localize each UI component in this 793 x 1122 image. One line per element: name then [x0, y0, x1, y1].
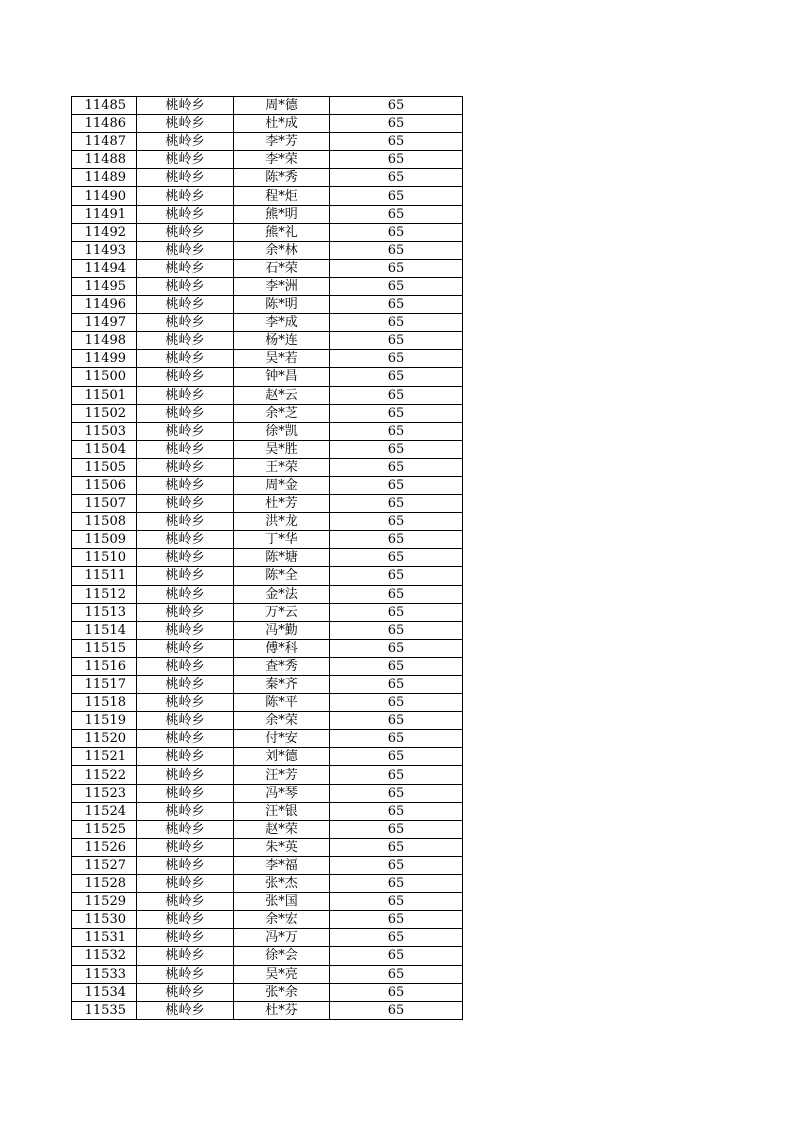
name-cell: 周*德 — [234, 97, 330, 115]
township-cell: 桃岭乡 — [137, 404, 234, 422]
township-cell: 桃岭乡 — [137, 187, 234, 205]
name-cell: 吴*胜 — [234, 440, 330, 458]
row-number-cell: 11533 — [72, 965, 137, 983]
table-row — [72, 513, 463, 531]
row-number-cell: 11493 — [72, 241, 137, 259]
amount-cell: 65 — [330, 856, 463, 874]
row-number-cell: 11534 — [72, 983, 137, 1001]
row-number-cell: 11500 — [72, 368, 137, 386]
table-row — [72, 296, 463, 314]
name-cell: 余*荣 — [234, 712, 330, 730]
row-number-cell: 11495 — [72, 277, 137, 295]
name-cell: 吴*若 — [234, 350, 330, 368]
table-row — [72, 404, 463, 422]
row-number-cell: 11491 — [72, 205, 137, 223]
table-row — [72, 549, 463, 567]
row-number-cell: 11485 — [72, 97, 137, 115]
row-number-cell: 11501 — [72, 386, 137, 404]
name-cell: 徐*会 — [234, 947, 330, 965]
name-cell: 杨*连 — [234, 332, 330, 350]
row-number-cell: 11523 — [72, 784, 137, 802]
township-cell: 桃岭乡 — [137, 133, 234, 151]
row-number-cell: 11525 — [72, 820, 137, 838]
name-cell: 吴*亮 — [234, 965, 330, 983]
name-cell: 王*荣 — [234, 458, 330, 476]
row-number-cell: 11498 — [72, 332, 137, 350]
table-row — [72, 169, 463, 187]
name-cell: 汪*芳 — [234, 766, 330, 784]
table-row — [72, 476, 463, 494]
name-cell: 李*福 — [234, 856, 330, 874]
amount-cell: 65 — [330, 965, 463, 983]
row-number-cell: 11527 — [72, 856, 137, 874]
township-cell: 桃岭乡 — [137, 386, 234, 404]
township-cell: 桃岭乡 — [137, 476, 234, 494]
township-cell: 桃岭乡 — [137, 639, 234, 657]
table-row — [72, 458, 463, 476]
name-cell: 赵*荣 — [234, 820, 330, 838]
amount-cell: 65 — [330, 784, 463, 802]
table-row — [72, 766, 463, 784]
name-cell: 熊*礼 — [234, 223, 330, 241]
township-cell: 桃岭乡 — [137, 802, 234, 820]
table-row — [72, 947, 463, 965]
amount-cell: 65 — [330, 820, 463, 838]
amount-cell: 65 — [330, 133, 463, 151]
table-row — [72, 893, 463, 911]
township-cell: 桃岭乡 — [137, 983, 234, 1001]
name-cell: 熊*明 — [234, 205, 330, 223]
table-row — [72, 712, 463, 730]
row-number-cell: 11494 — [72, 259, 137, 277]
township-cell: 桃岭乡 — [137, 820, 234, 838]
township-cell: 桃岭乡 — [137, 277, 234, 295]
table-row — [72, 223, 463, 241]
row-number-cell: 11528 — [72, 875, 137, 893]
amount-cell: 65 — [330, 350, 463, 368]
name-cell: 李*荣 — [234, 151, 330, 169]
row-number-cell: 11517 — [72, 676, 137, 694]
name-cell: 陈*塘 — [234, 549, 330, 567]
name-cell: 冯*勤 — [234, 621, 330, 639]
row-number-cell: 11490 — [72, 187, 137, 205]
name-cell: 周*金 — [234, 476, 330, 494]
township-cell: 桃岭乡 — [137, 440, 234, 458]
name-cell: 赵*云 — [234, 386, 330, 404]
row-number-cell: 11514 — [72, 621, 137, 639]
township-cell: 桃岭乡 — [137, 748, 234, 766]
row-number-cell: 11530 — [72, 911, 137, 929]
name-cell: 杜*成 — [234, 115, 330, 133]
table-row — [72, 621, 463, 639]
township-cell: 桃岭乡 — [137, 513, 234, 531]
table-row — [72, 386, 463, 404]
township-cell: 桃岭乡 — [137, 694, 234, 712]
name-cell: 石*荣 — [234, 259, 330, 277]
amount-cell: 65 — [330, 513, 463, 531]
amount-cell: 65 — [330, 603, 463, 621]
township-cell: 桃岭乡 — [137, 495, 234, 513]
table-row — [72, 983, 463, 1001]
amount-cell: 65 — [330, 386, 463, 404]
amount-cell: 65 — [330, 296, 463, 314]
amount-cell: 65 — [330, 476, 463, 494]
township-cell: 桃岭乡 — [137, 259, 234, 277]
amount-cell: 65 — [330, 875, 463, 893]
amount-cell: 65 — [330, 404, 463, 422]
township-cell: 桃岭乡 — [137, 458, 234, 476]
name-cell: 余*林 — [234, 241, 330, 259]
amount-cell: 65 — [330, 947, 463, 965]
row-number-cell: 11508 — [72, 513, 137, 531]
table-row — [72, 259, 463, 277]
row-number-cell: 11510 — [72, 549, 137, 567]
table-row — [72, 639, 463, 657]
amount-cell: 65 — [330, 567, 463, 585]
amount-cell: 65 — [330, 838, 463, 856]
amount-cell: 65 — [330, 151, 463, 169]
table-row — [72, 531, 463, 549]
row-number-cell: 11502 — [72, 404, 137, 422]
amount-cell: 65 — [330, 97, 463, 115]
township-cell: 桃岭乡 — [137, 169, 234, 187]
amount-cell: 65 — [330, 712, 463, 730]
township-cell: 桃岭乡 — [137, 911, 234, 929]
row-number-cell: 11492 — [72, 223, 137, 241]
amount-cell: 65 — [330, 585, 463, 603]
row-number-cell: 11518 — [72, 694, 137, 712]
amount-cell: 65 — [330, 223, 463, 241]
name-cell: 余*宏 — [234, 911, 330, 929]
table-row — [72, 676, 463, 694]
township-cell: 桃岭乡 — [137, 567, 234, 585]
name-cell: 傅*科 — [234, 639, 330, 657]
amount-cell: 65 — [330, 259, 463, 277]
name-cell: 余*芝 — [234, 404, 330, 422]
township-cell: 桃岭乡 — [137, 838, 234, 856]
row-number-cell: 11496 — [72, 296, 137, 314]
name-cell: 陈*明 — [234, 296, 330, 314]
table-row — [72, 929, 463, 947]
table-row — [72, 187, 463, 205]
table-row — [72, 802, 463, 820]
name-cell: 李*洲 — [234, 277, 330, 295]
name-cell: 冯*万 — [234, 929, 330, 947]
table-row — [72, 748, 463, 766]
amount-cell: 65 — [330, 657, 463, 675]
amount-cell: 65 — [330, 458, 463, 476]
name-cell: 万*云 — [234, 603, 330, 621]
township-cell: 桃岭乡 — [137, 657, 234, 675]
table-row — [72, 115, 463, 133]
row-number-cell: 11504 — [72, 440, 137, 458]
table-row — [72, 97, 463, 115]
row-number-cell: 11486 — [72, 115, 137, 133]
table-row — [72, 965, 463, 983]
name-cell: 钟*昌 — [234, 368, 330, 386]
amount-cell: 65 — [330, 802, 463, 820]
amount-cell: 65 — [330, 241, 463, 259]
amount-cell: 65 — [330, 1001, 463, 1019]
row-number-cell: 11505 — [72, 458, 137, 476]
name-cell: 金*法 — [234, 585, 330, 603]
township-cell: 桃岭乡 — [137, 875, 234, 893]
amount-cell: 65 — [330, 332, 463, 350]
table-row — [72, 422, 463, 440]
township-cell: 桃岭乡 — [137, 947, 234, 965]
township-cell: 桃岭乡 — [137, 1001, 234, 1019]
amount-cell: 65 — [330, 495, 463, 513]
table-row — [72, 875, 463, 893]
row-number-cell: 11499 — [72, 350, 137, 368]
table-row — [72, 241, 463, 259]
township-cell: 桃岭乡 — [137, 621, 234, 639]
table-row — [72, 350, 463, 368]
township-cell: 桃岭乡 — [137, 422, 234, 440]
table-row — [72, 151, 463, 169]
name-cell: 张*国 — [234, 893, 330, 911]
amount-cell: 65 — [330, 549, 463, 567]
amount-cell: 65 — [330, 676, 463, 694]
row-number-cell: 11524 — [72, 802, 137, 820]
township-cell: 桃岭乡 — [137, 115, 234, 133]
township-cell: 桃岭乡 — [137, 205, 234, 223]
row-number-cell: 11515 — [72, 639, 137, 657]
row-number-cell: 11488 — [72, 151, 137, 169]
amount-cell: 65 — [330, 983, 463, 1001]
name-cell: 张*杰 — [234, 875, 330, 893]
township-cell: 桃岭乡 — [137, 314, 234, 332]
name-cell: 徐*凯 — [234, 422, 330, 440]
table-row — [72, 820, 463, 838]
amount-cell: 65 — [330, 639, 463, 657]
table-row — [72, 440, 463, 458]
row-number-cell: 11529 — [72, 893, 137, 911]
township-cell: 桃岭乡 — [137, 784, 234, 802]
township-cell: 桃岭乡 — [137, 730, 234, 748]
township-cell: 桃岭乡 — [137, 712, 234, 730]
row-number-cell: 11522 — [72, 766, 137, 784]
township-cell: 桃岭乡 — [137, 223, 234, 241]
name-cell: 冯*琴 — [234, 784, 330, 802]
name-cell: 汪*银 — [234, 802, 330, 820]
row-number-cell: 11526 — [72, 838, 137, 856]
township-cell: 桃岭乡 — [137, 241, 234, 259]
amount-cell: 65 — [330, 314, 463, 332]
name-cell: 丁*华 — [234, 531, 330, 549]
row-number-cell: 11513 — [72, 603, 137, 621]
row-number-cell: 11503 — [72, 422, 137, 440]
amount-cell: 65 — [330, 187, 463, 205]
township-cell: 桃岭乡 — [137, 151, 234, 169]
name-cell: 陈*全 — [234, 567, 330, 585]
township-cell: 桃岭乡 — [137, 531, 234, 549]
name-cell: 付*安 — [234, 730, 330, 748]
amount-cell: 65 — [330, 893, 463, 911]
name-cell: 李*成 — [234, 314, 330, 332]
amount-cell: 65 — [330, 748, 463, 766]
table-row — [72, 657, 463, 675]
township-cell: 桃岭乡 — [137, 603, 234, 621]
amount-cell: 65 — [330, 277, 463, 295]
table-row — [72, 368, 463, 386]
township-cell: 桃岭乡 — [137, 893, 234, 911]
name-cell: 查*秀 — [234, 657, 330, 675]
township-cell: 桃岭乡 — [137, 929, 234, 947]
table-row — [72, 1001, 463, 1019]
row-number-cell: 11532 — [72, 947, 137, 965]
row-number-cell: 11497 — [72, 314, 137, 332]
amount-cell: 65 — [330, 621, 463, 639]
row-number-cell: 11521 — [72, 748, 137, 766]
township-cell: 桃岭乡 — [137, 350, 234, 368]
name-cell: 刘*德 — [234, 748, 330, 766]
row-number-cell: 11509 — [72, 531, 137, 549]
table-row — [72, 495, 463, 513]
row-number-cell: 11489 — [72, 169, 137, 187]
table-row — [72, 603, 463, 621]
amount-cell: 65 — [330, 911, 463, 929]
table-row — [72, 856, 463, 874]
table-row — [72, 694, 463, 712]
township-cell: 桃岭乡 — [137, 296, 234, 314]
data-table — [71, 96, 463, 1020]
township-cell: 桃岭乡 — [137, 676, 234, 694]
amount-cell: 65 — [330, 531, 463, 549]
township-cell: 桃岭乡 — [137, 332, 234, 350]
township-cell: 桃岭乡 — [137, 766, 234, 784]
amount-cell: 65 — [330, 730, 463, 748]
name-cell: 张*余 — [234, 983, 330, 1001]
row-number-cell: 11516 — [72, 657, 137, 675]
table-row — [72, 567, 463, 585]
amount-cell: 65 — [330, 766, 463, 784]
amount-cell: 65 — [330, 169, 463, 187]
table-row — [72, 585, 463, 603]
row-number-cell: 11511 — [72, 567, 137, 585]
table-row — [72, 911, 463, 929]
amount-cell: 65 — [330, 205, 463, 223]
row-number-cell: 11531 — [72, 929, 137, 947]
name-cell: 朱*英 — [234, 838, 330, 856]
township-cell: 桃岭乡 — [137, 856, 234, 874]
row-number-cell: 11506 — [72, 476, 137, 494]
table-row — [72, 730, 463, 748]
township-cell: 桃岭乡 — [137, 585, 234, 603]
row-number-cell: 11519 — [72, 712, 137, 730]
table-row — [72, 277, 463, 295]
table-row — [72, 838, 463, 856]
name-cell: 杜*芳 — [234, 495, 330, 513]
table-body — [72, 97, 463, 1020]
row-number-cell: 11512 — [72, 585, 137, 603]
township-cell: 桃岭乡 — [137, 549, 234, 567]
township-cell: 桃岭乡 — [137, 368, 234, 386]
table-row — [72, 332, 463, 350]
table-row — [72, 133, 463, 151]
amount-cell: 65 — [330, 368, 463, 386]
amount-cell: 65 — [330, 694, 463, 712]
table-row — [72, 784, 463, 802]
name-cell: 洪*龙 — [234, 513, 330, 531]
table-row — [72, 314, 463, 332]
township-cell: 桃岭乡 — [137, 97, 234, 115]
name-cell: 程*炬 — [234, 187, 330, 205]
amount-cell: 65 — [330, 115, 463, 133]
name-cell: 陈*平 — [234, 694, 330, 712]
name-cell: 陈*秀 — [234, 169, 330, 187]
name-cell: 李*芳 — [234, 133, 330, 151]
row-number-cell: 11507 — [72, 495, 137, 513]
row-number-cell: 11520 — [72, 730, 137, 748]
table-row — [72, 205, 463, 223]
name-cell: 秦*齐 — [234, 676, 330, 694]
row-number-cell: 11535 — [72, 1001, 137, 1019]
name-cell: 杜*芬 — [234, 1001, 330, 1019]
township-cell: 桃岭乡 — [137, 965, 234, 983]
amount-cell: 65 — [330, 422, 463, 440]
row-number-cell: 11487 — [72, 133, 137, 151]
amount-cell: 65 — [330, 440, 463, 458]
amount-cell: 65 — [330, 929, 463, 947]
